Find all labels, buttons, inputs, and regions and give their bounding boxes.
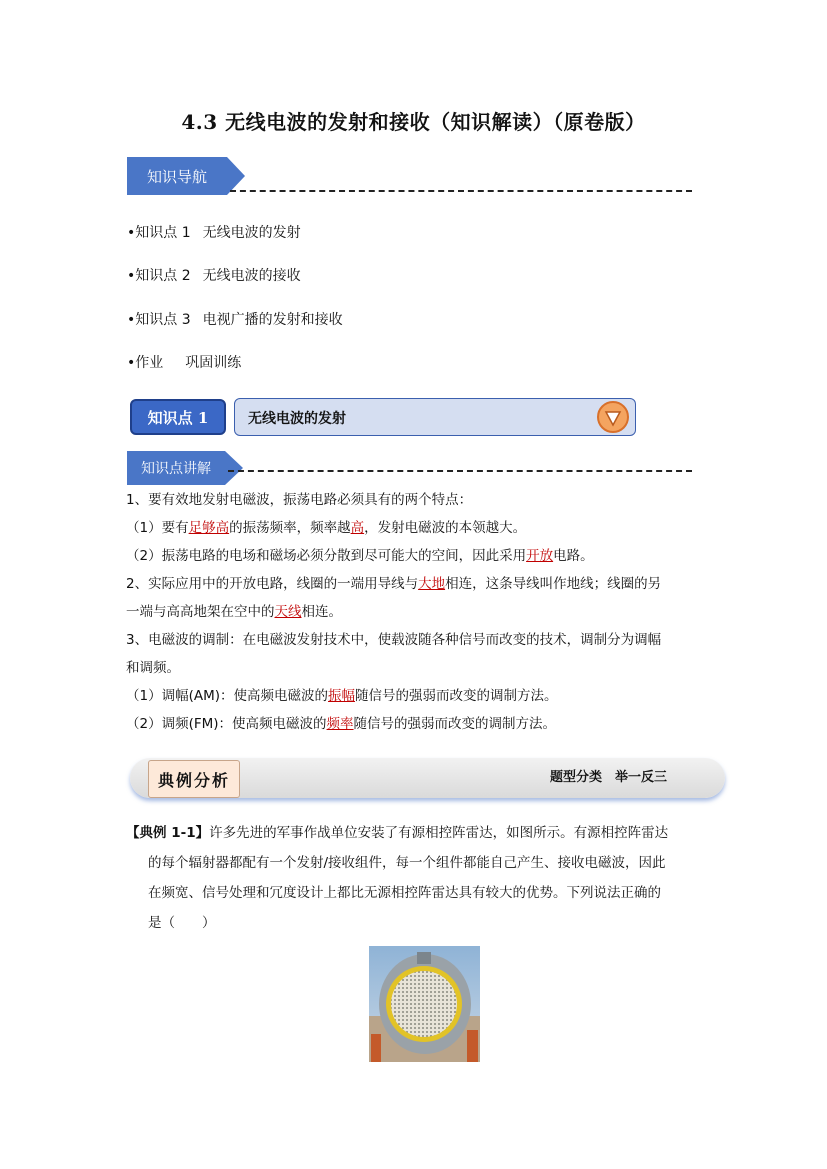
text-line: 和调频。 — [126, 660, 180, 676]
divider — [230, 190, 692, 192]
explanation-body — [126, 486, 706, 738]
toc-item[interactable]: •知识点 3 电视广播的发射和接收 — [127, 312, 343, 328]
toc-item[interactable]: •知识点 1 无线电波的发射 — [127, 225, 301, 241]
example-banner-subtitle: 题型分类 举一反三 — [550, 770, 668, 785]
toc-item[interactable]: •知识点 2 无线电波的接收 — [127, 268, 301, 284]
toc-item[interactable]: •作业 巩固训练 — [127, 355, 242, 371]
explain-tab — [127, 451, 245, 485]
expand-icon[interactable] — [597, 401, 629, 433]
text-line: 3、电磁波的调制：在电磁波发射技术中，使载波随各种信号而改变的技术，调制分为调幅 — [126, 632, 662, 648]
text-line: （2）调频(FM)：使高频电磁波的频率随信号的强弱而改变的调制方法。 — [126, 716, 557, 732]
text-line: 1、要有效地发射电磁波，振荡电路必须具有的两个特点： — [126, 492, 473, 508]
text-line: （1）调幅(AM)：使高频电磁波的振幅随信号的强弱而改变的调制方法。 — [126, 688, 558, 704]
example-question: 【典例 1-1】许多先进的军事作战单位安装了有源相控阵雷达，如图所示。有源相控阵雷达 的每个辐射器都配有一个发射/接收组件，每一个组件都能自己产生、接收电磁波，因此 在频宽、信号处理和冗度设计上都比无源相控阵雷达具有较大的优势。下列说法正确的 是（ ） — [126, 825, 669, 931]
text-line: （1）要有足够高的振荡频率，频率越高，发射电磁波的本领越大。 — [126, 520, 527, 536]
example-label: 【典例 1-1】 — [126, 825, 210, 841]
example-tag: 典例分析 — [148, 760, 240, 798]
text-line: 2、实际应用中的开放电路，线圈的一端用导线与大地相连，这条导线叫作地线；线圈的另 — [126, 576, 662, 592]
document-title: 4.3 无线电波的发射和接收（知识解读）（原卷版） — [181, 110, 646, 134]
knowledge-point-badge: 知识点 1 — [130, 399, 226, 435]
divider — [228, 470, 692, 472]
nav-tab-label: 知识导航 — [147, 167, 208, 186]
radar-photo — [369, 946, 480, 1062]
nav-tab — [127, 157, 247, 195]
explain-tab-label: 知识点讲解 — [141, 461, 211, 477]
text-line: 一端与高高地架在空中的天线相连。 — [126, 604, 342, 620]
knowledge-point-title: 无线电波的发射 — [248, 411, 346, 427]
knowledge-point-bar[interactable] — [234, 398, 636, 436]
text-line: （2）振荡电路的电场和磁场必须分散到尽可能大的空间，因此采用开放电路。 — [126, 548, 594, 564]
